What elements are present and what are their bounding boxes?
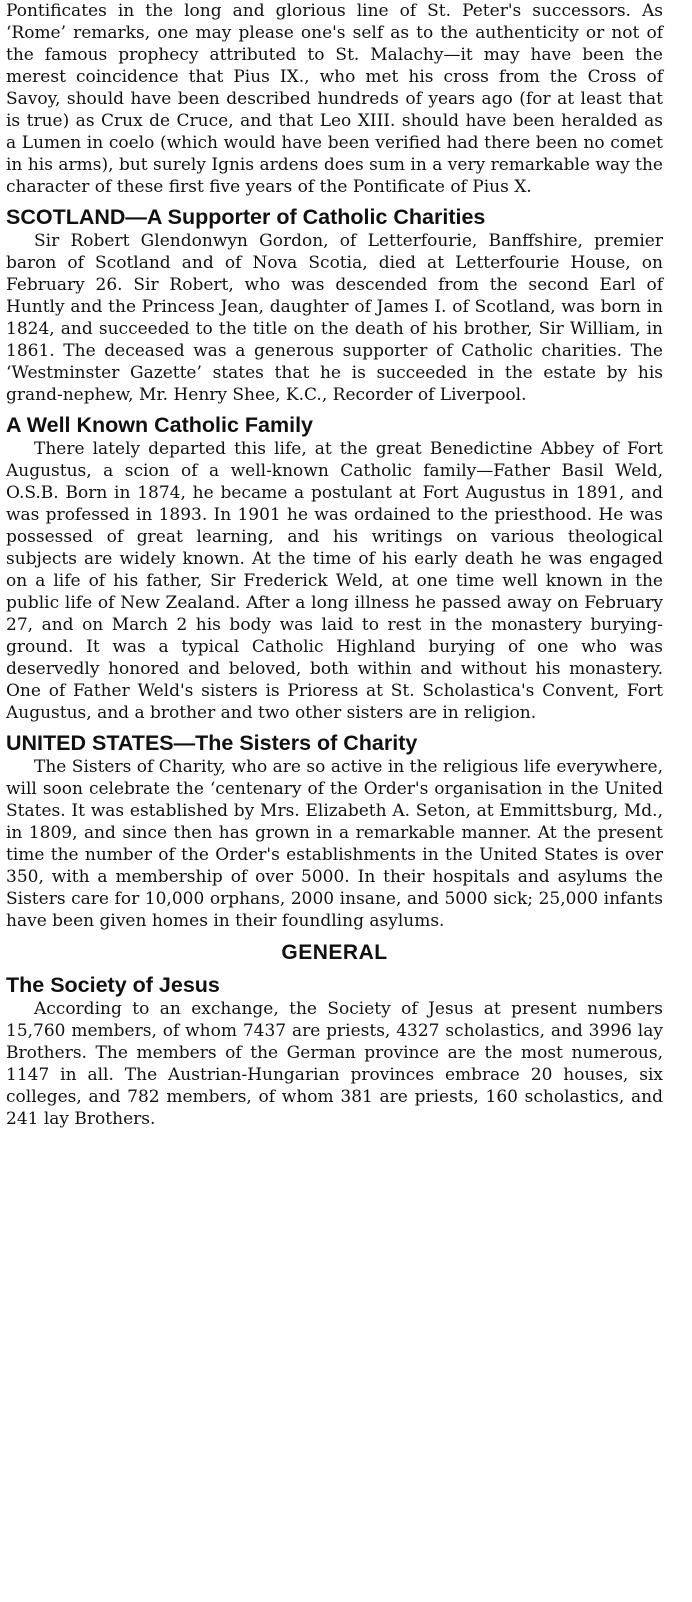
section-body-united-states: The Sisters of Charity, who are so active in the religious life everywhere, will soon celebrate the ‘centenary of the Order's organisation in the United States. It was established by Mrs. Elizabeth A. Seton, at Emmittsburg, Md., in 1809, and since then has grown in a remarkable manner. At the present time the number of the Order's establishments in the United States is over 350, with a membership of over 5000. In their hospitals and asylums the Sisters care for 10,000 orphans, 2000 insane, and 5000 sick; 25,000 infants have been given homes in their foundling asylums. <box>6 757 663 931</box>
intro-paragraph: Pontificates in the long and glorious line of St. Peter's successors. As ‘Rome’ remarks, one may please one's self as to the authenticity or not of the famous prophecy attributed to St. Malachy—it may have been the merest coincidence that Pius IX., who met his cross from the Cross of Savoy, should have been described hundreds of years ago (for at least that is true) as Crux de Cruce, and that Leo XIII. should have been heralded as a Lumen in coelo (which would have been verified had there been no comet in his arms), but surely Ignis ardens does sum in a very remarkable way the character of these first five years of the Pontificate of Pius X. <box>6 1 663 197</box>
section-heading-catholic-family: A Well Known Catholic Family <box>6 413 314 437</box>
general-heading: GENERAL <box>281 941 388 964</box>
section-heading-united-states: UNITED STATES—The Sisters of Charity <box>6 731 418 755</box>
section-body-catholic-family: There lately departed this life, at the great Benedictine Abbey of Fort Augustus, a scion of a well-known Catholic family—Father Basil Weld, O.S.B. Born in 1874, he became a postulant at Fort Augustus in 1891, and was professed in 1893. In 1901 he was ordained to the priesthood. He was possessed of great learning, and his writings on various theological subjects are widely known. At the time of his early death he was engaged on a life of his father, Sir Frederick Weld, at one time well known in the public life of New Zealand. After a long illness he passed away on February 27, and on March 2 his body was laid to rest in the monastery burying-ground. It was a typical Catholic Highland burying of one who was deservedly honored and beloved, both within and without his monastery. One of Father Weld's sisters is Prioress at St. Scholastica's Convent, Fort Augustus, and a brother and two other sisters are in religion. <box>6 439 663 723</box>
section-body-society-of-jesus: According to an exchange, the Society of Jesus at present numbers 15,760 members, of whom 7437 are priests, 4327 scholastics, and 3996 lay Brothers. The members of the German province are the most numerous, 1147 in all. The Austrian-Hungarian provinces embrace 20 houses, six colleges, and 782 members, of whom 381 are priests, 160 scholastics, and 241 lay Brothers. <box>6 999 663 1129</box>
section-body-scotland: Sir Robert Glendonwyn Gordon, of Letterfourie, Banffshire, premier baron of Scotland and of Nova Scotia, died at Letterfourie House, on February 26. Sir Robert, who was descended from the second Earl of Huntly and the Princess Jean, daughter of James I. of Scotland, was born in 1824, and succeeded to the title on the death of his brother, Sir William, in 1861. The deceased was a generous supporter of Catholic charities. The ‘Westminster Gazette’ states that he is succeeded in the estate by his grand-nephew, Mr. Henry Shee, K.C., Recorder of Liverpool. <box>6 231 663 405</box>
newspaper-column <box>6 0 663 1130</box>
section-heading-society-of-jesus: The Society of Jesus <box>6 973 220 997</box>
section-heading-scotland: SCOTLAND—A Supporter of Catholic Charities <box>6 205 486 229</box>
